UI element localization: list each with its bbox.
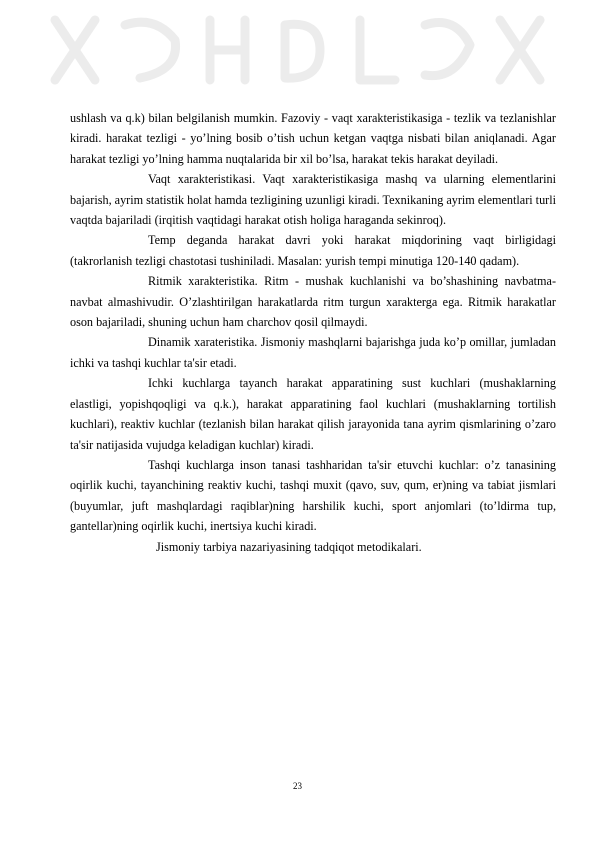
page-number: 23 <box>293 781 302 791</box>
paragraph-ritmik-xarakteristika: Ritmik xarakteristika. Ritm - mushak kuchlanishi va bo’shashining navbatma-navbat almashivudir. O’zlashtirilgan harakatlarda ritm turgun xarakterga ega. Ritmik harakatlar oson bajariladi, shuning uchun ham charchov qosil qilmaydi. <box>70 274 556 330</box>
paragraph-tashqi-kuchlar: Tashqi kuchlarga inson tanasi tashharidan ta'sir etuvchi kuchlar: o’z tanasining oqirlik kuchi, tayanchining reaktiv kuchi, tashqi muxit (qavo, suv, qum, er)ning va tabiat jismlari (buyumlar, juft mashqlardagi raqiblar)ning harshilik kuchi, sport anjomlari (to’ldirma tup, gantellar)ning oqirlik kuchi, inertsiya kuchi kiradi. <box>70 457 556 534</box>
paragraph-ichki-kuchlar: Ichki kuchlarga tayanch harakat apparatining sust kuchlari (mushaklarning elastligi, yopishqoqligi va q.k.), harakat apparatining faol kuchlari (mushaklarning tortilish kuchlari), reaktiv kuchlar (tezlanish bilan harakat qilish jarayonida tana ayrim qismlarining o’zaro ta'sir natijasida vujudga keladigan kuchlar) kiradi. <box>70 376 556 452</box>
paragraph-vaqt-xarakteristikasi: Vaqt xarakteristikasi. Vaqt xarakteristikasiga mashq va ularning elementlarini bajarish, ayrim statistik holat hamda tezligining uzunligi kiradi. Texnikaning ayrim elementlari turli vaqtda bajariladi (irqitish vaqtidagi harakat otish holiga haraganda sekinroq). <box>70 172 556 228</box>
paragraph-temp: Temp deganda harakat davri yoki harakat miqdorining vaqt birligidagi (takrorlanish tezligi chastotasi tushiniladi. Masalan: yurish tempi minutiga 120-140 qadam). <box>70 233 556 268</box>
paragraph-dinamik-xarateristika: Dinamik xarateristika. Jismoniy mashqlarni bajarishga juda ko’p omillar, jumladan ichki va tashqi kuchlar ta'sir etadi. <box>70 335 556 370</box>
paragraph-continuation: ushlash va q.k) bilan belgilanish mumkin. Fazoviy - vaqt xarakteristikasiga - tezlik va tezlanishlar kiradi. harakat tezligi - yo’lning bosib o’tish uchun ketgan vaqtga nisbati bilan aniqlanadi. Agar harakat tezligi yo’lning hamma nuqtalarida bir xil bo’lsa, harakat tekis harakat deyiladi. <box>70 111 556 166</box>
document-body <box>70 108 556 557</box>
section-heading: Jismoniy tarbiya nazariyasining tadqiqot metodikalari. <box>156 539 422 554</box>
